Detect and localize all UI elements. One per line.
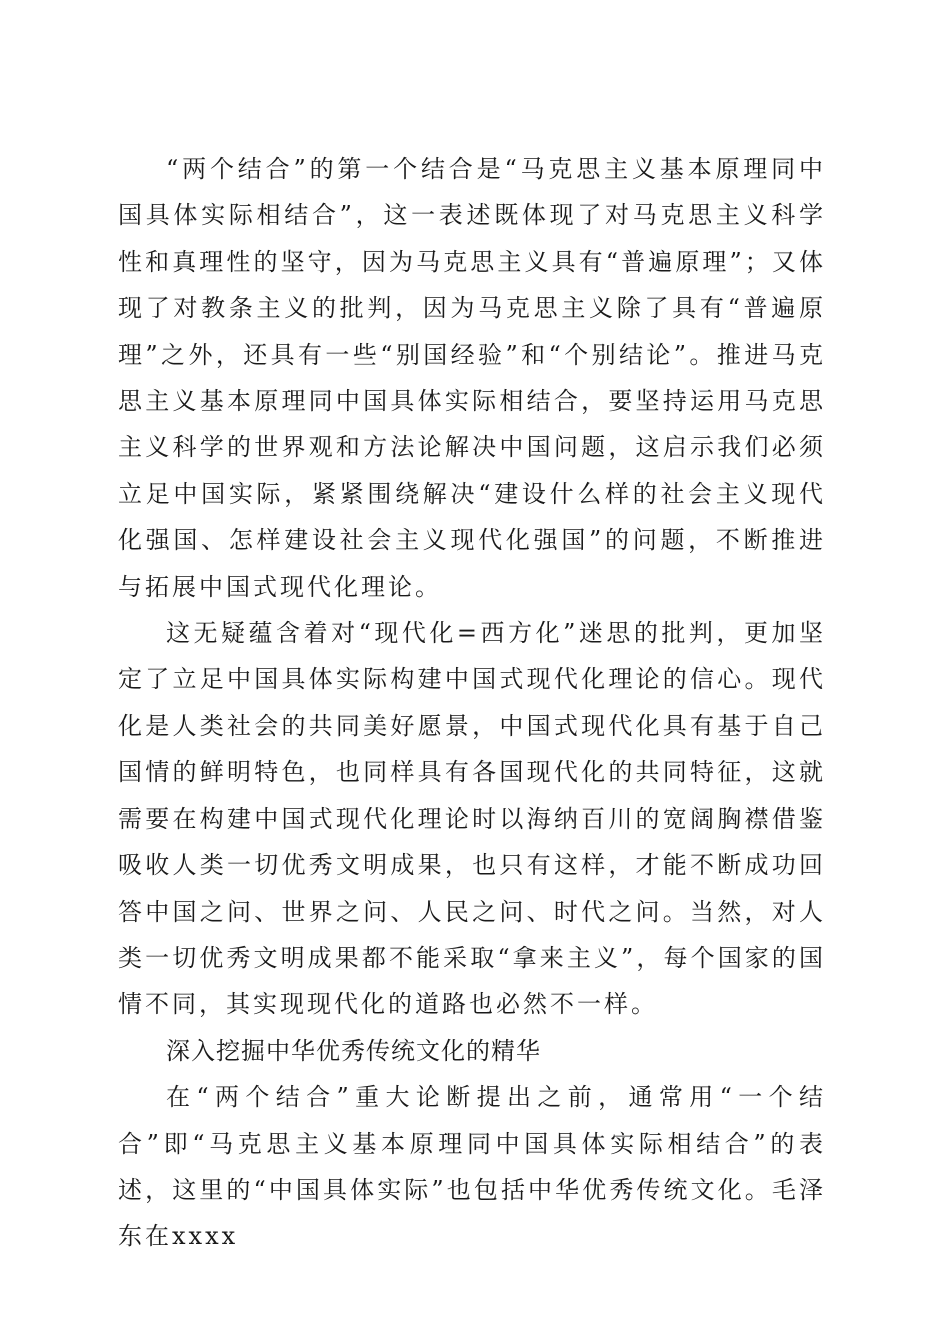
paragraph-2: 这无疑蕴含着对“现代化=西方化”迷思的批判，更加坚定了立足中国具体实际构建中国式现代化理论的信心。现代化是人类社会的共同美好愿景，中国式现代化具有基于自己国情的鲜明特色，也同样具有各国现代化的共同特征，这就需要在构建中国式现代化理论时以海纳百川的宽阔胸襟借鉴吸收人类一切优秀文明成果，也只有这样，才能不断成功回答中国之问、世界之问、人民之问、时代之问。当然，对人类一切优秀文明成果都不能采取“拿来主义”，每个国家的国情不同，其实现现代化的道路也必然不一样。 xyxy=(118,619,826,1019)
paragraph-3: 在“两个结合”重大论断提出之前，通常用“一个结合”即“马克思主义基本原理同中国具体实际相结合”的表述，这里的“中国具体实际”也包括中华优秀传统文化。毛泽东在xxxx xyxy=(118,1083,826,1251)
document-page xyxy=(118,146,826,1260)
section-heading: 深入挖掘中华优秀传统文化的精华 xyxy=(166,1036,541,1065)
paragraph-1: “两个结合”的第一个结合是“马克思主义基本原理同中国具体实际相结合”，这一表述既体现了对马克思主义科学性和真理性的坚守，因为马克思主义具有“普遍原理”；又体现了对教条主义的批判，因为马克思主义除了具有“普遍原理”之外，还具有一些“别国经验”和“个别结论”。推进马克思主义基本原理同中国具体实际相结合，要坚持运用马克思主义科学的世界观和方法论解决中国问题，这启示我们必须立足中国实际，紧紧围绕解决“建设什么样的社会主义现代化强国、怎样建设社会主义现代化强国”的问题，不断推进与拓展中国式现代化理论。 xyxy=(118,155,826,601)
